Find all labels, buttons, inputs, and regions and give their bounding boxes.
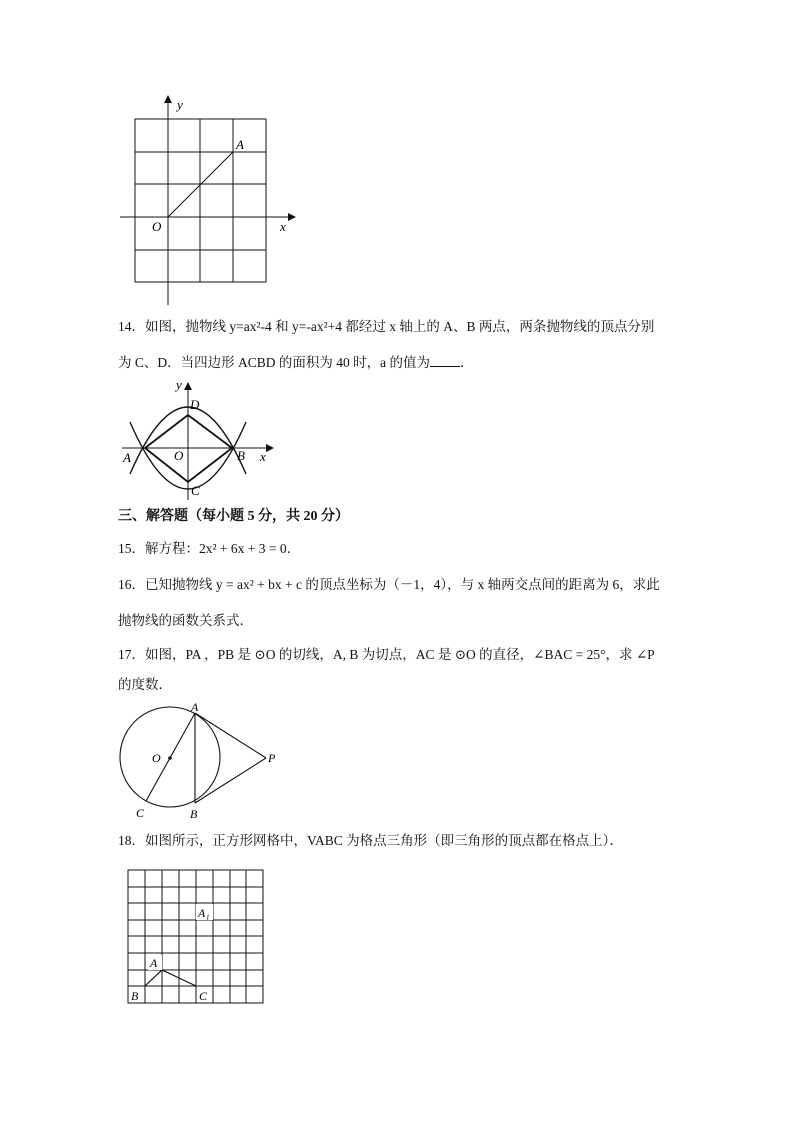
fig18-point-a-label: A (150, 956, 158, 970)
answer-blank (430, 354, 460, 367)
figure-14-parabolas (118, 378, 278, 503)
fig14-point-c-label: C (191, 483, 200, 498)
fig14-point-d-label: D (190, 397, 200, 412)
q17-line2: 的度数． (118, 677, 172, 692)
fig13-origin-label: O (152, 219, 162, 234)
q14-line2-text: 为 C、D．当四边形 ACBD 的面积为 40 时，a 的值为 (118, 355, 431, 370)
fig17-point-b-label: B (190, 807, 198, 821)
q15-text: 15．解方程：2x² + 6x + 3 = 0． (118, 541, 301, 556)
fig14-point-b-label: B (237, 448, 245, 463)
fig13-y-label: y (177, 97, 183, 112)
q14-line2 (118, 354, 474, 372)
fig18-point-a1-label: A₁ (198, 906, 210, 920)
fig17-point-p-label: P (268, 751, 276, 765)
q17-line1: 17．如图，PA ，PB 是 ⊙O 的切线，A, B 为切点，AC 是 ⊙O 的直径，∠BAC = 25°，求 ∠P (118, 647, 655, 662)
figure-17-circle-tangents (118, 700, 288, 825)
fig18-point-c-label: C (199, 989, 208, 1003)
q16-line2: 抛物线的函数关系式． (118, 613, 253, 628)
q14-line2-end: ． (460, 355, 474, 370)
figure-13-grid (110, 95, 310, 310)
fig14-point-a-label: A (123, 450, 131, 465)
q18-text: 18．如图所示，正方形网格中，VABC 为格点三角形（即三角形的顶点都在格点上）． (118, 833, 623, 848)
q16-line1: 16．已知抛物线 y = ax² + bx + c 的顶点坐标为（－1，4），与 x 轴两交点间的距离为 6，求此 (118, 577, 660, 592)
fig13-point-a-label: A (236, 137, 244, 152)
fig17-center-label: O (152, 751, 161, 765)
fig17-point-a-label: A (191, 700, 199, 714)
fig14-x-label: x (260, 449, 266, 464)
fig18-point-b-label: B (131, 989, 139, 1003)
fig14-origin-label: O (174, 448, 184, 463)
fig13-x-label: x (280, 219, 286, 234)
fig17-point-c-label: C (136, 806, 145, 820)
figure-18-lattice-grid (124, 866, 269, 1008)
q14-line1: 14．如图，抛物线 y=ax²-4 和 y=-ax²+4 都经过 x 轴上的 A、B 两点，两条抛物线的顶点分别 (118, 319, 655, 334)
fig14-y-label: y (176, 377, 182, 392)
section-heading: 三、解答题（每小题 5 分，共 20 分） (118, 509, 349, 524)
